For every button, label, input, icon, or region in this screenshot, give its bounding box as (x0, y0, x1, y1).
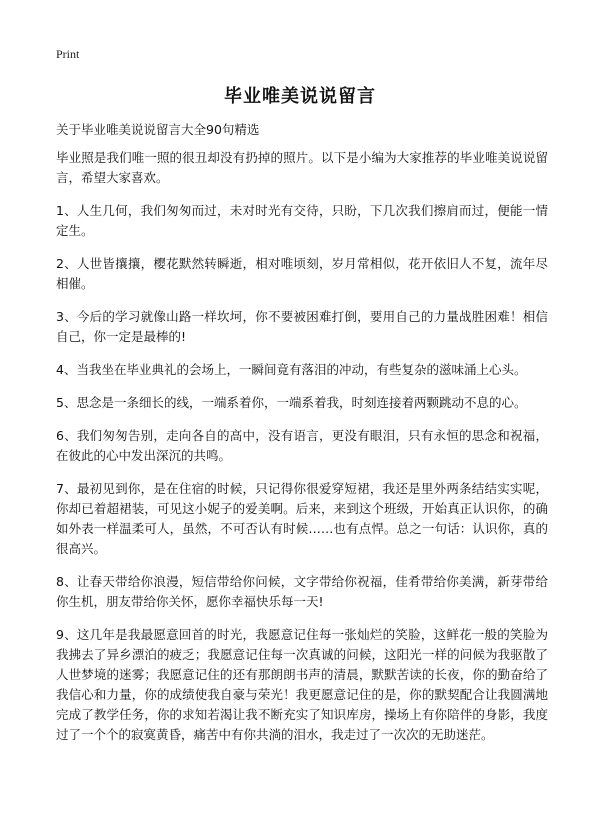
paragraph-2: 2、人世皆攘攘，樱花默然转瞬逝，相对唯顷刻，岁月常相似，花开依旧人不复，流年尽相催。 (56, 256, 548, 291)
paragraph-6: 6、我们匆匆告别，走向各自的高中，没有语言，更没有眼泪，只有永恒的思念和祝福，在彼此的心中发出深沉的共鸣。 (56, 428, 548, 463)
article-subtitle: 关于毕业唯美说说留言大全90句精选 (56, 122, 260, 137)
print-link[interactable]: Print (56, 47, 80, 61)
paragraph-5: 5、思念是一条细长的线，一端系着你，一端系着我，时刻连接着两颗跳动不息的心。 (56, 395, 527, 410)
paragraph-1: 1、人生几何，我们匆匆而过，未对时光有交待，只盼，下几次我们擦肩而过，便能一情定生。 (56, 203, 548, 238)
paragraph-8: 8、让春天带给你浪漫，短信带给你问候，文字带给你祝福，佳肴带给你美满，新芽带给你生机，朋友带给你关怀，愿你幸福快乐每一天! (56, 574, 548, 609)
paragraph-7: 7、最初见到你，是在住宿的时候，只记得你很爱穿短裙，我还是里外两条结结实实呢，你却已着超裙装，可见这小妮子的爱美啊。后来，来到这个班级，开始真正认识你，的确如外表一样温柔可人，虽然，不可否认有时候……也有点悍。总之一句话：认识你，真的很高兴。 (56, 481, 548, 556)
paragraph-9: 9、这几年是我最愿意回首的时光，我愿意记住每一张灿烂的笑脸，这鲜花一般的笑脸为我拂去了异乡漂泊的疲乏；我愿意记住每一次真诚的问候，这阳光一样的问候为我驱散了人世梦境的迷雾；我愿意记住的还有那朗朗书声的清晨，默默苦读的长夜，你的勤奋给了我信心和力量，你的成绩使我自豪与荣光！我更愿意记住的是，你的默契配合让我圆满地完成了教学任务，你的求知若渴让我不断充实了知识库房，操场上有你陪伴的身影，我度过了一个个的寂寞黄昏，痛苦中有你共淌的泪水，我走过了一次次的无助迷茫。 (56, 627, 548, 742)
paragraph-3: 3、今后的学习就像山路一样坎坷，你不要被困难打倒，要用自己的力量战胜困难！相信自己，你一定是最棒的! (56, 309, 548, 344)
article-intro: 毕业照是我们唯一照的很丑却没有扔掉的照片。以下是小编为大家推荐的毕业唯美说说留言，希望大家喜欢。 (56, 150, 548, 185)
page-title: 毕业唯美说说留言 (224, 86, 376, 107)
article-body (56, 120, 548, 758)
paragraph-4: 4、当我坐在毕业典礼的会场上，一瞬间竟有落泪的冲动，有些复杂的滋味涌上心头。 (56, 362, 527, 377)
